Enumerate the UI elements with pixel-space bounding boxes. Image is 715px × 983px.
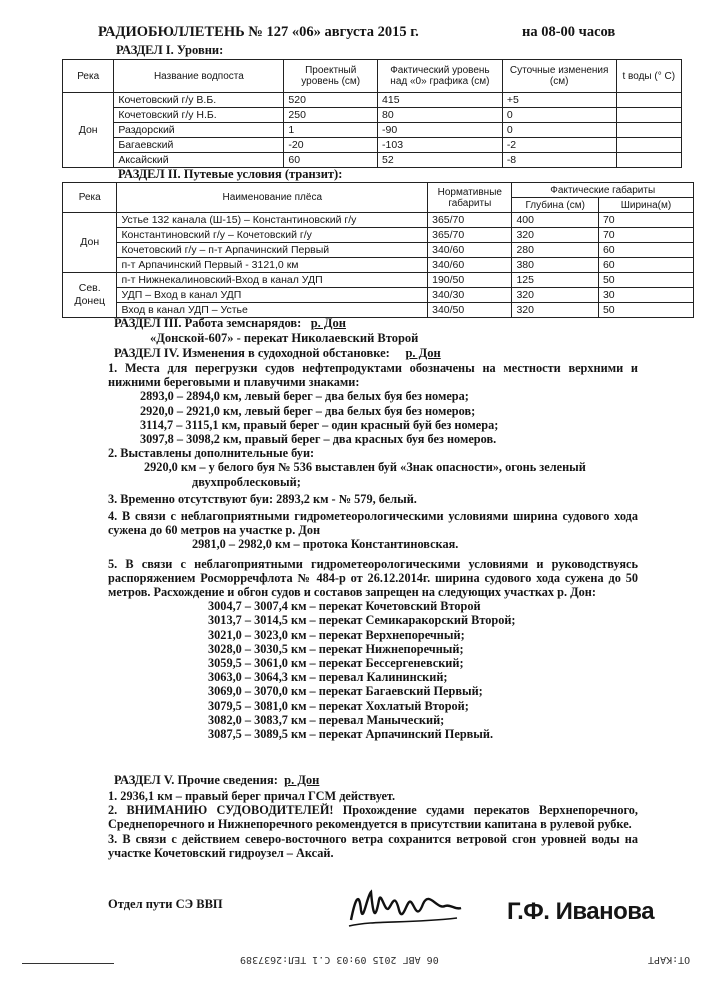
signatory-name: Г.Ф. Иванова (507, 898, 655, 925)
col-reach: Наименование плёса (117, 183, 428, 213)
item-2-buoy-cont: двухпроблесковый; (192, 474, 301, 489)
col-post: Название водпоста (114, 60, 284, 93)
section-1-title: РАЗДЕЛ I. Уровни: (116, 43, 224, 57)
project-level: 250 (284, 108, 378, 123)
project-level: 520 (284, 93, 378, 108)
item-5-place: 3013,7 – 3014,5 км – перекат Семикаракорский Второй; (208, 613, 516, 628)
post-name: Кочетовский г/у Н.Б. (114, 108, 284, 123)
daily-change: 0 (502, 123, 616, 138)
item-5-place: 3082,0 – 3083,7 км – перевал Маныческий; (208, 712, 445, 727)
item-5-place: 3063,0 – 3064,3 км – перевал Калининский; (208, 670, 448, 685)
depth: 380 (512, 258, 598, 273)
col-river: Река (63, 60, 114, 93)
table-header-row (63, 183, 694, 198)
table-row (63, 123, 682, 138)
item-2-text: 2. Выставлены дополнительные буи: (108, 446, 315, 461)
reach-name: УДП – Вход в канал УДП (117, 288, 428, 303)
norm-size: 190/50 (428, 273, 512, 288)
section-5-heading: РАЗДЕЛ V. Прочие сведения: (114, 773, 278, 787)
department-label: Отдел пути СЭ ВВП (108, 897, 223, 911)
water-temp (616, 123, 681, 138)
norm-size: 340/60 (428, 243, 512, 258)
col-water-temp: t воды (° С) (616, 60, 681, 93)
width: 30 (598, 288, 693, 303)
river-cell: Дон (63, 93, 114, 168)
daily-change: +5 (502, 93, 616, 108)
section-4-body (108, 361, 638, 741)
post-name: Багаевский (114, 138, 284, 153)
item-1-place: 3114,7 – 3115,1 км, правый берег – один красный буй без номера; (140, 417, 499, 432)
depth: 280 (512, 243, 598, 258)
col-project-level: Проектный уровень (см) (284, 60, 378, 93)
reach-name: Константиновский г/у – Кочетовский г/у (117, 228, 428, 243)
depth: 320 (512, 288, 598, 303)
section-3-heading: РАЗДЕЛ III. Работа земснарядов: (114, 316, 302, 330)
item-1-place: 2893,0 – 2894,0 км, левый берег – два белых буя без номера; (140, 389, 469, 404)
norm-size: 340/30 (428, 288, 512, 303)
norm-size: 340/50 (428, 303, 512, 318)
item-5-place: 3021,0 – 3023,0 км – перекат Верхнепоречный; (208, 627, 465, 642)
table-header-row (63, 60, 682, 93)
item-1-place: 2920,0 – 2921,0 км, левый берег – два белых буя без номеров; (140, 403, 476, 418)
section-4-heading: РАЗДЕЛ IV. Изменения в судоходной обстановке: (114, 346, 390, 360)
other-item-3: 3. В связи с действием северо-восточного ветра сохранится ветровой сгон уровней воды на участке Кочетовский гидроузел – Аксай. (108, 831, 638, 860)
project-level: 60 (284, 153, 378, 168)
col-depth: Глубина (см) (512, 198, 598, 213)
footer-rule (22, 963, 114, 964)
fax-sender: ОТ:КАРТ (648, 954, 691, 965)
section-5-body (108, 789, 638, 860)
col-daily-change: Суточные изменения (см) (502, 60, 616, 93)
item-5-place: 3059,5 – 3061,0 км – перекат Бессергеневский; (208, 656, 464, 671)
item-2-buoy: 2920,0 км – у белого буя № 536 выставлен буй «Знак опасности», огонь зеленый (144, 460, 586, 475)
table-row (63, 93, 682, 108)
other-item-2: 2. ВНИМАНИЮ СУДОВОДИТЕЛЕЙ! Прохождение судами перекатов Верхнепоречного, Среднепоречного и Нижнепоречного рекомендуется в присутствии капитана в рулевой рубке. (108, 803, 638, 832)
project-level: -20 (284, 138, 378, 153)
water-temp (616, 93, 681, 108)
bulletin-header (98, 24, 638, 41)
width: 50 (598, 273, 693, 288)
transit-table (62, 182, 694, 318)
table-row (63, 138, 682, 153)
col-width: Ширина(м) (598, 198, 693, 213)
reach-name: Кочетовский г/у – п-т Арпачинский Первый (117, 243, 428, 258)
section-5-river: р. Дон (284, 773, 320, 787)
depth: 320 (512, 303, 598, 318)
table-row (63, 153, 682, 168)
item-5-place: 3079,5 – 3081,0 км – перекат Хохлатый Второй; (208, 698, 469, 713)
norm-size: 365/70 (428, 228, 512, 243)
item-5-place: 3069,0 – 3070,0 км – перекат Багаевский Первый; (208, 684, 483, 699)
item-5-place: 3004,7 – 3007,4 км – перекат Кочетовский Второй (208, 599, 481, 614)
depth: 400 (512, 213, 598, 228)
river-cell: Сев. Донец (63, 273, 117, 318)
table-row (63, 243, 694, 258)
post-name: Раздорский (114, 123, 284, 138)
item-3-text: 3. Временно отсутствуют буи: 2893,2 км - № 579, белый. (108, 491, 417, 506)
norm-size: 340/60 (428, 258, 512, 273)
bulletin-time: на 08-00 часов (522, 24, 616, 40)
daily-change: 0 (502, 108, 616, 123)
actual-level: 415 (378, 93, 503, 108)
item-4-place: 2981,0 – 2982,0 км – протока Константиновская. (192, 537, 459, 552)
depth: 125 (512, 273, 598, 288)
reach-name: Вход в канал УДП – Устье (117, 303, 428, 318)
reach-name: п-т Нижнекалиновский-Вход в канал УДП (117, 273, 428, 288)
col-norm: Нормативные габариты (428, 183, 512, 213)
depth: 320 (512, 228, 598, 243)
table-row (63, 228, 694, 243)
other-item-1: 1. 2936,1 км – правый берег причал ГСМ действует. (108, 789, 396, 803)
item-4-text: 4. В связи с неблагоприятными гидрометеорологическими условиями ширина судового хода сужена до 60 метров на участке р. Дон (108, 509, 638, 538)
bulletin-title: РАДИОБЮЛЛЕТЕНЬ № 127 «06» августа 2015 г. (98, 24, 419, 40)
fax-header: 06 АВГ 2015 09:03 С.1 ТЕЛ:2637389 (240, 954, 439, 965)
width: 60 (598, 258, 693, 273)
width: 70 (598, 213, 693, 228)
section-3-river: р. Дон (310, 316, 346, 330)
section-4-title (114, 346, 441, 361)
post-name: Кочетовский г/у В.Б. (114, 93, 284, 108)
item-5-text: 5. В связи с неблагоприятными гидрометеорологическими условиями и руководствуясь распоряжением Росморречфлота № 484-р от 26.12.2014г. ширина судового хода сужена до 50 метров. Расхождение и обгон судов и составов запрещен на следующих участках р. Дон: (108, 556, 638, 600)
width: 70 (598, 228, 693, 243)
section-4-river: р. Дон (405, 346, 441, 360)
actual-level: -103 (378, 138, 503, 153)
table-row (63, 273, 694, 288)
project-level: 1 (284, 123, 378, 138)
water-temp (616, 108, 681, 123)
col-river: Река (63, 183, 117, 213)
actual-level: 80 (378, 108, 503, 123)
item-5-place: 3087,5 – 3089,5 км – перекат Арпачинский Первый. (208, 727, 494, 742)
daily-change: -8 (502, 153, 616, 168)
signature-image (345, 880, 465, 936)
water-temp (616, 138, 681, 153)
width: 50 (598, 303, 693, 318)
section-2-title: РАЗДЕЛ II. Путевые условия (транзит): (118, 167, 343, 181)
daily-change: -2 (502, 138, 616, 153)
table-row (63, 288, 694, 303)
table-row (63, 213, 694, 228)
levels-table (62, 59, 682, 168)
actual-level: -90 (378, 123, 503, 138)
col-fact: Фактические габариты (512, 183, 694, 198)
river-cell: Дон (63, 213, 117, 273)
item-1-place: 3097,8 – 3098,2 км, правый берег – два красных буя без номеров. (140, 432, 497, 447)
dredger-line: «Донской-607» - перекат Николаевский Второй (150, 331, 419, 345)
table-row (63, 258, 694, 273)
reach-name: Устье 132 канала (Ш-15) – Константиновский г/у (117, 213, 428, 228)
item-5-place: 3028,0 – 3030,5 км – перекат Нижнепоречный; (208, 641, 464, 656)
section-5-title (114, 773, 319, 788)
actual-level: 52 (378, 153, 503, 168)
reach-name: п-т Арпачинский Первый - 3121,0 км (117, 258, 428, 273)
table-row (63, 108, 682, 123)
norm-size: 365/70 (428, 213, 512, 228)
item-1-text: 1. Места для перегрузки судов нефтепродуктами обозначены на местности верхними и нижними береговыми и плавучими знаками: (108, 361, 638, 390)
water-temp (616, 153, 681, 168)
post-name: Аксайский (114, 153, 284, 168)
section-3-title (114, 316, 346, 331)
width: 60 (598, 243, 693, 258)
col-actual-level: Фактический уровень над «0» графика (см) (378, 60, 503, 93)
